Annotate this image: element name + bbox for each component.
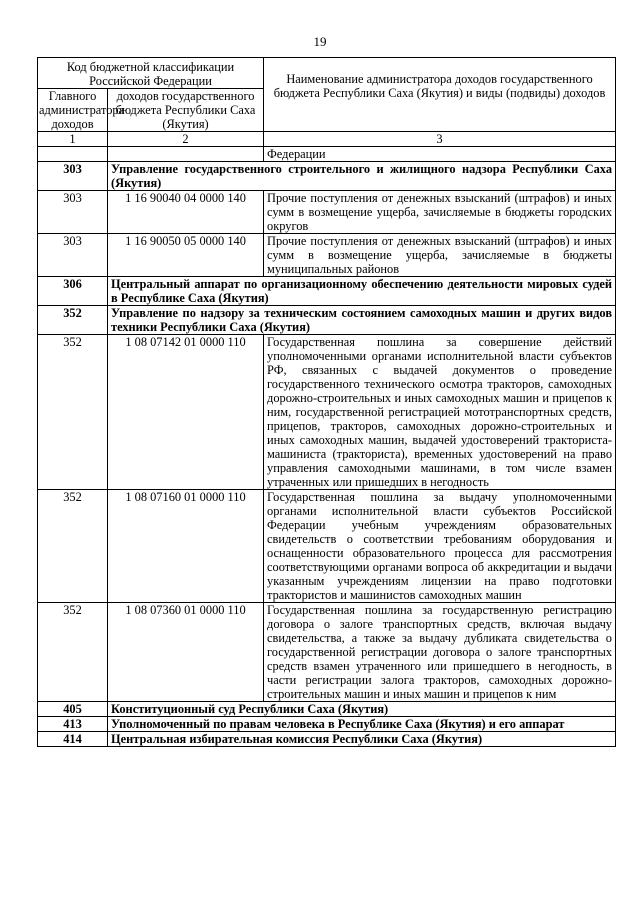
admin-code-cell: 413 xyxy=(38,717,108,732)
admin-code-cell: 352 xyxy=(38,306,108,335)
administrator-name-cell: Управление по надзору за техническим состоянием самоходных машин и других видов техники Республики Саха (Якутия) xyxy=(108,306,616,335)
admin-code-cell: 303 xyxy=(38,162,108,191)
income-code-cell: 1 08 07160 01 0000 110 xyxy=(108,490,264,603)
administrator-row xyxy=(38,717,616,732)
table-row xyxy=(38,490,616,603)
admin-code-cell: 405 xyxy=(38,702,108,717)
administrator-row xyxy=(38,162,616,191)
income-code-cell: 1 08 07360 01 0000 110 xyxy=(108,603,264,702)
administrator-name-cell: Центральный аппарат по организационному обеспечению деятельности мировых судей в Республике Саха (Якутия) xyxy=(108,277,616,306)
income-name-cell: Государственная пошлина за совершение действий уполномоченными органами исполнительной власти субъектов РФ, связанных с выдачей документов о проведение государственного технического осмотра тракторов, самоходных дорожно-строительных и иных самоходных машин и прицепов к ним, государственной регистрацией мототранспортных средств, прицепов, тракторов, самоходных дорожно-строительных и иных самоходных машин, выдачей удостоверений тракториста-машиниста (тракториста), временных удостоверений на право управления самоходными машинами, в том числе взамен утраченных или пришедших в негодность xyxy=(264,335,616,490)
admin-code-cell: 352 xyxy=(38,603,108,702)
administrator-row xyxy=(38,732,616,747)
header-num-3: 3 xyxy=(264,132,616,147)
administrator-name-cell: Центральная избирательная комиссия Республики Саха (Якутия) xyxy=(108,732,616,747)
admin-code-cell: 303 xyxy=(38,191,108,234)
admin-code-cell: 352 xyxy=(38,335,108,490)
table-row xyxy=(38,603,616,702)
header-col3-label: Наименование администратора доходов государственного бюджета Республики Саха (Якутия) и виды (подвиды) доходов xyxy=(264,58,616,132)
page-number: 19 xyxy=(313,34,327,49)
administrator-row xyxy=(38,306,616,335)
income-name-cell: Государственная пошлина за государственную регистрацию договора о залоге транспортных средств, включая выдачу свидетельства, а также за выдачу дубликата свидетельства о государственной регистрации договора о залоге транспортных средств взамен утраченного или пришедшего в негодность, в части регистрации залога тракторов, самоходных дорожно-строительных машин и иных машин и прицепов к ним xyxy=(264,603,616,702)
administrator-row xyxy=(38,702,616,717)
header-col1-label: Главного администратора доходов xyxy=(39,89,125,131)
administrator-name-cell: Уполномоченный по правам человека в Республике Саха (Якутия) и его аппарат xyxy=(108,717,616,732)
admin-code-cell: 352 xyxy=(38,490,108,603)
administrator-row xyxy=(38,277,616,306)
table-row xyxy=(38,191,616,234)
income-name-cell: Государственная пошлина за выдачу уполномоченными органами исполнительной власти субъектов Российской Федерации учебным учреждениям образовательных свидетельств о соответствии требованиям оборудования и оснащенности образовательного процесса для рассмотрения соответствующими органами вопроса об аккредитации и выдачи указанным учреждениям лицензии на право подготовки трактористов и машинистов самоходных машин xyxy=(264,490,616,603)
admin-code-cell: 306 xyxy=(38,277,108,306)
table-row xyxy=(38,335,616,490)
header-row-group xyxy=(38,58,616,89)
income-code-cell: 1 16 90050 05 0000 140 xyxy=(108,234,264,277)
income-name-cell: Федерации xyxy=(264,147,616,162)
income-code-cell: 1 16 90040 04 0000 140 xyxy=(108,191,264,234)
income-name-cell: Прочие поступления от денежных взысканий (штрафов) и иных сумм в возмещение ущерба, зачисляемые в бюджеты муниципальных районов xyxy=(264,234,616,277)
table-row xyxy=(38,147,616,162)
income-name-cell: Прочие поступления от денежных взысканий (штрафов) и иных сумм в возмещение ущерба, зачисляемые в бюджеты городских округов xyxy=(264,191,616,234)
budget-classification-table xyxy=(37,57,616,747)
header-group-label: Код бюджетной классификации Российской Федерации xyxy=(38,58,264,89)
admin-code-cell xyxy=(38,147,108,162)
income-code-cell xyxy=(108,147,264,162)
table-row xyxy=(38,234,616,277)
header-row-numbers xyxy=(38,132,616,147)
administrator-name-cell: Управление государственного строительного и жилищного надзора Республики Саха (Якутия) xyxy=(108,162,616,191)
header-num-2: 2 xyxy=(108,132,264,147)
header-num-1: 1 xyxy=(38,132,108,147)
admin-code-cell: 414 xyxy=(38,732,108,747)
income-code-cell: 1 08 07142 01 0000 110 xyxy=(108,335,264,490)
administrator-name-cell: Конституционный суд Республики Саха (Якутия) xyxy=(108,702,616,717)
header-col2-label: доходов государственного бюджета Республики Саха (Якутия) xyxy=(108,89,264,132)
admin-code-cell: 303 xyxy=(38,234,108,277)
